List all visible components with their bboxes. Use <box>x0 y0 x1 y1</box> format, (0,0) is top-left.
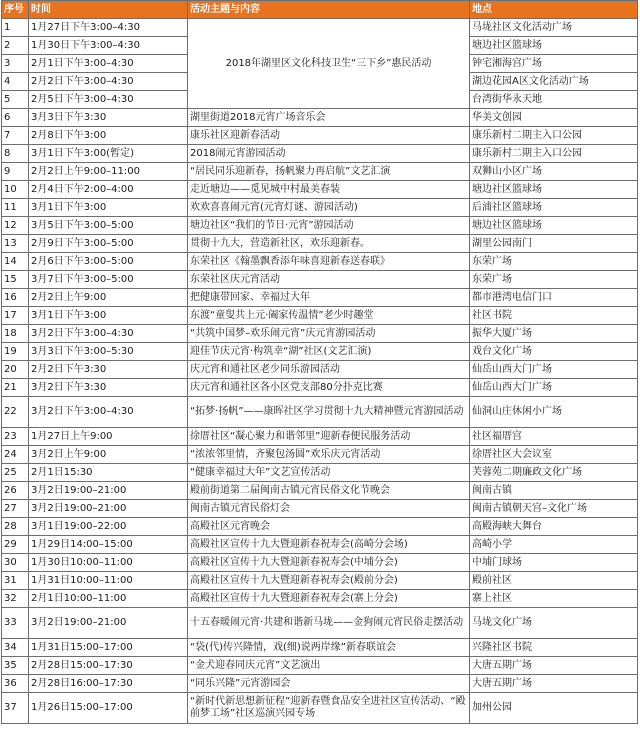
row-location: 湖里公园南门 <box>470 235 638 253</box>
row-time: 2月2日上午9:00 <box>29 289 188 307</box>
row-theme: 高殿社区宣传十九大暨迎新春祝寿会(寨上分会) <box>188 590 470 608</box>
row-number: 11 <box>2 199 29 217</box>
table-row <box>2 271 638 289</box>
row-number: 2 <box>2 37 29 55</box>
table-row <box>2 379 638 397</box>
row-number: 28 <box>2 518 29 536</box>
row-location: 高殿海峡大舞台 <box>470 518 638 536</box>
row-time: 2月1日下午3:00–4:30 <box>29 55 188 73</box>
header-theme: 活动主题与内容 <box>188 1 470 19</box>
row-theme: 高殿社区宣传十九大暨迎新春祝寿会(高崎分会场) <box>188 536 470 554</box>
row-time: 2月2日下午3:30 <box>29 361 188 379</box>
table-row <box>2 428 638 446</box>
row-time: 3月2日下午3:00–4:30 <box>29 325 188 343</box>
table-row <box>2 675 638 693</box>
row-location: 社区书院 <box>470 307 638 325</box>
row-location: 塘边社区篮球场 <box>470 217 638 235</box>
row-time: 1月30日下午3:00–4:30 <box>29 37 188 55</box>
row-location: 芙蓉苑二期廉政文化广场 <box>470 464 638 482</box>
row-time: 2月28日16:00–17:30 <box>29 675 188 693</box>
table-row <box>2 289 638 307</box>
row-theme: 闽南古镇元宵民俗灯会 <box>188 500 470 518</box>
row-location: 闽南古镇 <box>470 482 638 500</box>
row-location: 戏台文化广场 <box>470 343 638 361</box>
table-row <box>2 536 638 554</box>
row-time: 1月30日10:00–11:00 <box>29 554 188 572</box>
table-row <box>2 145 638 163</box>
row-time: 2月8日下午3:00 <box>29 127 188 145</box>
row-time: 2月9日下午3:00–5:00 <box>29 235 188 253</box>
table-row <box>2 181 638 199</box>
table-row <box>2 446 638 464</box>
row-theme: “居民同乐迎新春，扬帆聚力再启航”文艺汇演 <box>188 163 470 181</box>
row-location: 振华大厦广场 <box>470 325 638 343</box>
row-time: 3月5日下午3:00–5:00 <box>29 217 188 235</box>
row-number: 12 <box>2 217 29 235</box>
row-time: 1月27日上午9:00 <box>29 428 188 446</box>
row-number: 3 <box>2 55 29 73</box>
row-time: 3月2日19:00–21:00 <box>29 500 188 518</box>
row-theme: 走近塘边——觅见城中村最美春装 <box>188 181 470 199</box>
row-number: 9 <box>2 163 29 181</box>
row-number: 26 <box>2 482 29 500</box>
row-number: 29 <box>2 536 29 554</box>
table-row <box>2 554 638 572</box>
row-number: 34 <box>2 639 29 657</box>
row-theme: 东荣社区《翰墨飘香添年味喜迎新春送春联》 <box>188 253 470 271</box>
row-number: 15 <box>2 271 29 289</box>
row-number: 5 <box>2 91 29 109</box>
row-theme: 塘边社区“我们的节日·元宵”游园活动 <box>188 217 470 235</box>
row-time: 2月2日下午3:00–4:30 <box>29 73 188 91</box>
row-number: 10 <box>2 181 29 199</box>
table-row <box>2 199 638 217</box>
header-row <box>2 1 638 19</box>
row-location: 东荣广场 <box>470 253 638 271</box>
table-row <box>2 163 638 181</box>
row-number: 24 <box>2 446 29 464</box>
row-location: 寨上社区 <box>470 590 638 608</box>
row-location: 湖边花园A区文化活动广场 <box>470 73 638 91</box>
row-location: 大唐五期广场 <box>470 657 638 675</box>
header-location: 地点 <box>470 1 638 19</box>
row-number: 8 <box>2 145 29 163</box>
row-theme: 东渡“童叟共上元·阖家传温情”老少时趣堂 <box>188 307 470 325</box>
row-time: 2月5日下午3:00–4:30 <box>29 91 188 109</box>
row-location: 都市港湾电信门口 <box>470 289 638 307</box>
row-location: 仙岳山西大门广场 <box>470 361 638 379</box>
row-number: 30 <box>2 554 29 572</box>
row-time: 3月1日下午3:00(暂定) <box>29 145 188 163</box>
row-theme-merged: 2018年湖里区文化科技卫生“三下乡”惠民活动 <box>188 19 470 109</box>
table-row <box>2 343 638 361</box>
row-time: 3月1日19:00–22:00 <box>29 518 188 536</box>
row-time: 1月31日10:00–11:00 <box>29 572 188 590</box>
table-row <box>2 500 638 518</box>
row-time: 3月3日下午3:00–5:30 <box>29 343 188 361</box>
row-location: 仙洞山庄休闲小广场 <box>470 397 638 428</box>
row-time: 3月2日上午9:00 <box>29 446 188 464</box>
row-number: 13 <box>2 235 29 253</box>
row-theme: 康乐社区迎新春活动 <box>188 127 470 145</box>
row-location: 兴隆社区书院 <box>470 639 638 657</box>
row-number: 4 <box>2 73 29 91</box>
row-location: 闽南古镇朝天宫–文化广场 <box>470 500 638 518</box>
row-time: 2月1日10:00–11:00 <box>29 590 188 608</box>
activity-schedule-table <box>1 0 638 724</box>
table-row <box>2 109 638 127</box>
row-location: 马垅文化广场 <box>470 608 638 639</box>
row-number: 1 <box>2 19 29 37</box>
row-time: 3月2日下午3:00–4:30 <box>29 397 188 428</box>
row-theme: “新时代新思想新征程”迎新春暨食品安全进社区宣传活动、“殿前梦工场”社区巡演兴园专场 <box>188 693 470 724</box>
row-theme: “浓浓邻里情，齐聚包汤圆”欢乐庆元宵活动 <box>188 446 470 464</box>
row-time: 1月27日下午3:00–4:30 <box>29 19 188 37</box>
row-location: 后浦社区篮球场 <box>470 199 638 217</box>
row-number: 16 <box>2 289 29 307</box>
row-time: 1月31日15:00–17:00 <box>29 639 188 657</box>
row-location: 高崎小学 <box>470 536 638 554</box>
header-no: 序号 <box>2 1 29 19</box>
row-number: 22 <box>2 397 29 428</box>
table-row <box>2 307 638 325</box>
row-theme: 十五春暖闹元宵·共建和谐新马垅——金狗闹元宵民俗走摆活动 <box>188 608 470 639</box>
table-row <box>2 217 638 235</box>
row-time: 3月1日下午3:00 <box>29 307 188 325</box>
row-location: 塘边社区篮球场 <box>470 181 638 199</box>
table-row <box>2 464 638 482</box>
schedule-body <box>2 19 638 724</box>
row-location: 仙岳山西大门广场 <box>470 379 638 397</box>
row-time: 3月2日19:00–21:00 <box>29 608 188 639</box>
table-row <box>2 693 638 724</box>
row-number: 17 <box>2 307 29 325</box>
row-number: 6 <box>2 109 29 127</box>
row-theme: 庆元宵和通社区各小区党支部80分扑克比赛 <box>188 379 470 397</box>
row-number: 23 <box>2 428 29 446</box>
row-theme: 湖里街道2018元宵广场音乐会 <box>188 109 470 127</box>
row-number: 27 <box>2 500 29 518</box>
row-time: 2月28日15:00–17:30 <box>29 657 188 675</box>
table-row <box>2 657 638 675</box>
row-time: 3月7日下午3:00–5:00 <box>29 271 188 289</box>
row-number: 35 <box>2 657 29 675</box>
row-number: 18 <box>2 325 29 343</box>
row-location: 殿前社区 <box>470 572 638 590</box>
row-number: 32 <box>2 590 29 608</box>
row-location: 加州公园 <box>470 693 638 724</box>
table-row <box>2 325 638 343</box>
row-theme: 殿前街道第二届闽南古镇元宵民俗文化节晚会 <box>188 482 470 500</box>
row-theme: “共筑中国梦–欢乐闹元宵”庆元宵游园活动 <box>188 325 470 343</box>
row-time: 2月2日上午9:00–11:00 <box>29 163 188 181</box>
row-location: 康乐新村二期主入口公园 <box>470 127 638 145</box>
row-number: 31 <box>2 572 29 590</box>
row-location: 钟宅湘海宫广场 <box>470 55 638 73</box>
row-time: 3月2日下午3:30 <box>29 379 188 397</box>
row-location: 社区福厝宫 <box>470 428 638 446</box>
row-theme: 高殿社区宣传十九大暨迎新春祝寿会(中埔分会) <box>188 554 470 572</box>
table-row <box>2 590 638 608</box>
row-theme: “健康幸福过大年”文艺宣传活动 <box>188 464 470 482</box>
row-time: 3月1日下午3:00 <box>29 199 188 217</box>
row-number: 21 <box>2 379 29 397</box>
row-time: 2月6日下午3:00–5:00 <box>29 253 188 271</box>
row-number: 20 <box>2 361 29 379</box>
row-theme: 高殿社区宣传十九大暨迎新春祝寿会(殿前分会) <box>188 572 470 590</box>
row-theme: 把健康带回家、幸福过大年 <box>188 289 470 307</box>
row-location: 华美文创园 <box>470 109 638 127</box>
row-number: 19 <box>2 343 29 361</box>
row-location: 东荣广场 <box>470 271 638 289</box>
table-row <box>2 235 638 253</box>
table-row <box>2 127 638 145</box>
row-theme: 贯彻十九大，营造新社区，欢乐迎新春。 <box>188 235 470 253</box>
row-number: 25 <box>2 464 29 482</box>
table-row <box>2 572 638 590</box>
table-row <box>2 253 638 271</box>
table-row <box>2 361 638 379</box>
row-time: 3月3日下午3:30 <box>29 109 188 127</box>
row-number: 33 <box>2 608 29 639</box>
row-number: 14 <box>2 253 29 271</box>
table-row <box>2 397 638 428</box>
row-location: 大唐五期广场 <box>470 675 638 693</box>
row-theme: 2018闹元宵游园活动 <box>188 145 470 163</box>
row-number: 7 <box>2 127 29 145</box>
row-time: 2月1日15:30 <box>29 464 188 482</box>
table-row <box>2 482 638 500</box>
row-theme: “金犬迎春同庆元宵”文艺演出 <box>188 657 470 675</box>
table-row <box>2 639 638 657</box>
row-time: 1月29日14:00–15:00 <box>29 536 188 554</box>
row-location: 双狮山小区广场 <box>470 163 638 181</box>
row-number: 36 <box>2 675 29 693</box>
row-theme: “袋(代)传兴隆情，戏(细)说两岸缘”新春联谊会 <box>188 639 470 657</box>
row-theme: “拓梦·扬帆”——康晖社区学习贯彻十九大精神暨元宵游园活动 <box>188 397 470 428</box>
row-theme: 高殿社区元宵晚会 <box>188 518 470 536</box>
row-theme: 东荣社区庆元宵活动 <box>188 271 470 289</box>
row-theme: 庆元宵和通社区老少同乐游园活动 <box>188 361 470 379</box>
row-location: 徐厝社区大会议室 <box>470 446 638 464</box>
row-theme: 迎佳节庆元宵·构筑幸“湖”社区(文艺汇演) <box>188 343 470 361</box>
header-time: 时间 <box>29 1 188 19</box>
row-time: 1月26日15:00–17:00 <box>29 693 188 724</box>
row-time: 3月2日19:00–21:00 <box>29 482 188 500</box>
row-theme: 欢欢喜喜闹元宵(元宵灯谜、游园活动) <box>188 199 470 217</box>
row-location: 康乐新村二期主入口公园 <box>470 145 638 163</box>
row-location: 塘边社区篮球场 <box>470 37 638 55</box>
table-row <box>2 19 638 37</box>
row-location: 马垅社区文化活动广场 <box>470 19 638 37</box>
row-number: 37 <box>2 693 29 724</box>
table-row <box>2 608 638 639</box>
row-theme: “同乐兴隆”元宵游园会 <box>188 675 470 693</box>
row-location: 台湾街华永天地 <box>470 91 638 109</box>
table-row <box>2 518 638 536</box>
row-theme: 徐厝社区“凝心聚力和谐邻里”迎新春便民服务活动 <box>188 428 470 446</box>
row-time: 2月4日下午2:00–4:00 <box>29 181 188 199</box>
row-location: 中埔门球场 <box>470 554 638 572</box>
